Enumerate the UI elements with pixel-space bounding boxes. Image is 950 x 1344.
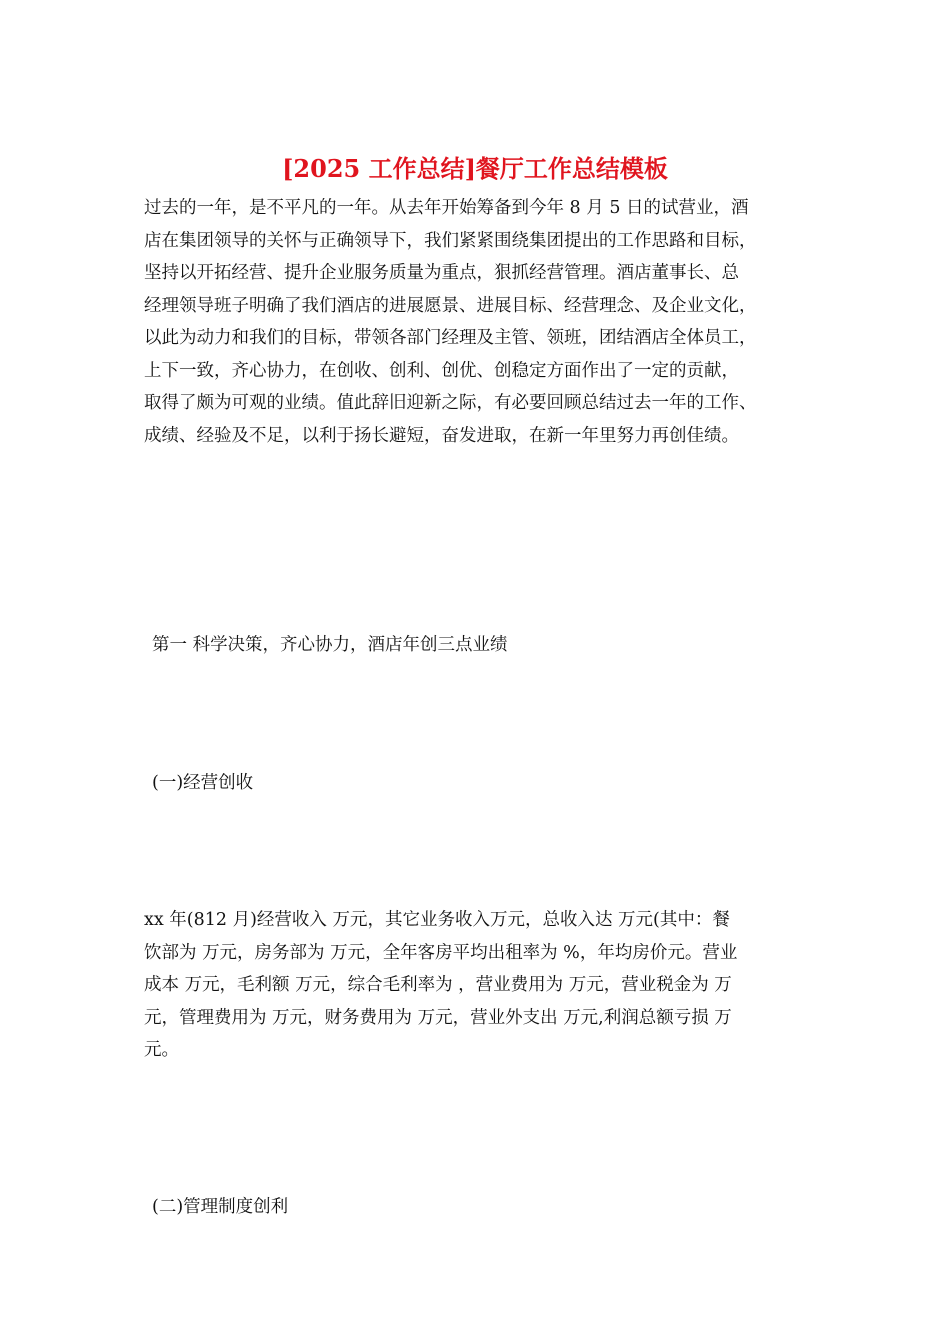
revenue-line: 饮部为 万元，房务部为 万元，全年客房平均出租率为 %，年均房价元。营业	[144, 942, 738, 963]
intro-line: 以此为动力和我们的目标，带领各部门经理及主管、领班，团结酒店全体员工，	[144, 328, 757, 348]
intro-line: 坚持以开拓经营、提升企业服务质量为重点，狠抓经营管理。酒店董事长、总	[144, 263, 739, 283]
intro-line: 上下一致，齐心协力，在创收、创利、创优、创稳定方面作出了一定的贡献，	[144, 360, 739, 381]
intro-paragraph	[144, 192, 812, 452]
subsection-heading-management: (二)管理制度创利	[152, 1197, 289, 1217]
revenue-line: 成本 万元，毛利额 万元，综合毛利率为 ，营业费用为 万元，营业税金为 万	[144, 975, 732, 995]
intro-line: 成绩、经验及不足，以利于扬长避短，奋发进取，在新一年里努力再创佳绩。	[144, 425, 739, 446]
intro-line: 经理领导班子明确了我们酒店的进展愿景、进展目标、经营理念、及企业文化，	[144, 295, 757, 316]
subsection-heading-revenue: (一)经营创收	[152, 773, 254, 793]
revenue-paragraph	[144, 904, 812, 1067]
revenue-line: 元，管理费用为 万元，财务费用为 万元，营业外支出 万元,利润总额亏损 万	[144, 1007, 732, 1028]
revenue-line: xx 年(812 月)经营收入 万元，其它业务收入万元，总收入达 万元(其中：餐	[144, 910, 730, 930]
revenue-line: 元。	[144, 1040, 179, 1060]
intro-line: 取得了颇为可观的业绩。值此辞旧迎新之际，有必要回顾总结过去一年的工作、	[144, 393, 757, 413]
intro-line: 过去的一年，是不平凡的一年。从去年开始筹备到今年 8 月 5 日的试营业，酒	[144, 198, 749, 218]
document-title: [2025 工作总结]餐厅工作总结模板	[282, 154, 668, 183]
section-heading: 第一 科学决策，齐心协力，酒店年创三点业绩	[152, 635, 508, 655]
intro-line: 店在集团领导的关怀与正确领导下，我们紧紧围绕集团提出的工作思路和目标，	[144, 230, 757, 251]
